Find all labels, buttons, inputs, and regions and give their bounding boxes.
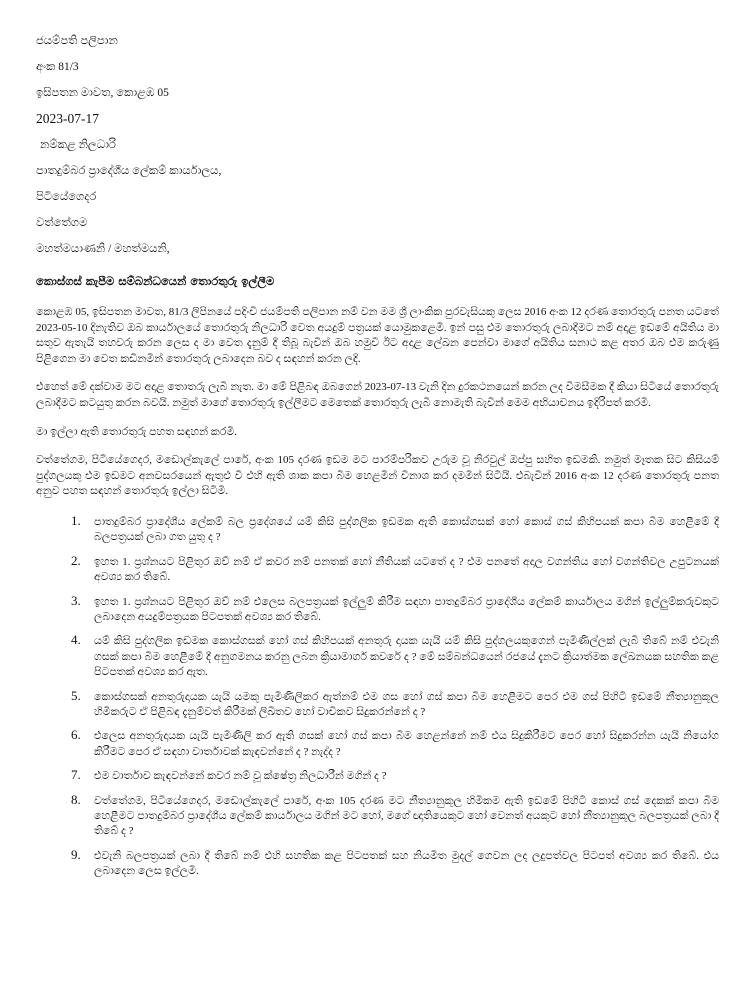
recipient-town: පිටියේගෙදර bbox=[36, 191, 97, 203]
question-item: 3. ඉහත 1. ප්‍රශ්නයට පිළිතුර ඔව් නම් එලෙස බලපත්‍රයක් ඉල්ලුම් කිරීම සඳහා පාතදුම්බර ප්‍රාදේශීය ලේකම් කාර්යාලය මගින් ඉල්ලුම්කරුවකුට ලබාදෙන අයදුම්පත්‍රයක පිටපතක් අවශ්‍ය කර තිබේ. bbox=[84, 593, 719, 626]
sender-address-number: අංක 81/3 bbox=[36, 61, 79, 73]
body-paragraph: වත්තේගම, පිටියේගෙදර, මඩොල්කැලේ පාරේ, අංක 105 දරණ ඉඩම මට පාරම්පරිකව උරුම වූ නිරවුල් ඔප්පු සහිත ඉඩමකි. නමුත් මෑතක සිට කිසියම් පුද්ගලයකු එම ඉඩමට අනවසරයෙන් ඇතුළු වී එහි ඇති ශාක කපා බිම හෙළමින් විනාශ කර දමමින් සිටියි. එබැවින් 2016 අංක 12 දරණ තොරතුරු පනත අනුව පහත සඳහන් තොරතුරු ඉල්ලා සිටිමි. bbox=[36, 454, 719, 498]
letter-subject: කොස්ගස් කැපීම සම්බන්ධයෙන් තොරතුරු ඉල්ලීම bbox=[36, 274, 275, 288]
recipient-title: නම්කළ නිලධාරි bbox=[40, 139, 116, 151]
question-item: 1. පාතදුම්බර ප්‍රාදේශීය ලේකම් බල ප්‍රදේශයේ යම් කිසි පුද්ගලික ඉඩමක ඇති කොස්ගසක් හෝ කොස් ගස් කිහිපයක් කපා බිම හෙළීමේ දී බලපත්‍රයක් ලබා ගත යුතු ද ? bbox=[84, 513, 719, 546]
body-paragraph: එහෙත් මේ දක්වාම මට අදාළ තොතරු ලැබී නැත. මා මේ පිළිබඳ ඔබගෙන් 2023-07-13 වැනි දින දුරකථනයෙන් කරන ලද විමසීමක දී කියා සිටියේ තොරතුරු ලබාදීමට කටයුතු කරන බවයි. නමුත් මාගේ තොරතුරු ඉල්ලීමට මෙතෙක් තොරතුරු ලැබී නොමැති බැවින් මෙම අභියාචනය ඉදිරිපත් කරමි. bbox=[36, 381, 719, 409]
question-item: 2. ඉහත 1. ප්‍රශ්නයට පිළිතුර ඔව් නම් ඒ කවර නම් පනතක් හෝ නීතියක් යටතේ ද ? එම පනතේ අදාල වගන්තිය හෝ වගන්තිවල උපුටනයක් අවශ්‍ය කර තිබේ. bbox=[84, 553, 719, 586]
question-item: 4. යම් කිසි පුද්ගලික ඉඩමක කොස්ගසක් හෝ ගස් කිහිපයක් අනතුරු දායක යැයි යම් කිසි පුද්ගලයකුගෙන් පැමිණිල්ලක් ලැබී තිබේ නම් එවැනි ගසක් කපා බිම හෙළීමේ දී අනුගමනය කරනු ලබන ක්‍රියාමාර්ග කවරේ ද ? මේ සම්බන්ධයෙන් රජයේ දැනට ක්‍රියාත්මක ලේඛනයක සහතික කළ පිටපතක් අවශ්‍ය කර ඇත. bbox=[84, 632, 719, 680]
sender-street: ඉසිපතන මාවත, කොළඹ 05 bbox=[36, 87, 169, 99]
question-item: 5. කොස්ගසක් අනතුරුදායක යැයි යමකු පැමිණිලිකර ඇත්නම් එම ගස හෝ ගස් කපා බිම හෙළීමට පෙර එම ගස් පිහිටි ඉඩමේ නීත්‍යානුකූල හිමිකරුට ඒ පිළිබඳ දැනුම්වත් කිරීමක් ලිඛිතව හෝ වාචිකව සිදුකරන්නේ ද ? bbox=[84, 688, 719, 721]
recipient-office: පාතදුම්බර ප්‍රාදේශීය ලේකම් කාර්යාලය, bbox=[36, 165, 222, 177]
sender-name: ජයම්පති පලිපාන bbox=[36, 35, 118, 47]
salutation: මහත්මයාණනි / මහත්මයනි, bbox=[36, 243, 170, 255]
body-paragraph: කොළඹ 05, ඉසිපතන මාවත, 81/3 ලිපිනයේ පදිංචි ජයම්පති පලිපාන නම් වන මම ශ්‍රී ලාංකික පුරවැසියකු ලෙස 2016 අංක 12 දරණ තොරතුරු පනත යටතේ 2023-05-10 දිනැතිව ඔබ කාර්යාලයේ තොරතුරු නිලධාරි වෙත අයදුම් පත්‍රයක් යොමුකළෙමි. ඉන් පසු එම තොරතුරු ලබාදීමට නම් අදාළ ඉඩමේ අයිතිය මා සතුව ඇතැයි තහවරු කරන ලෙස ද මා වෙත දැනුම් දී තිබූ බැවින් ඔබ හමුවී ඊට අදාළ ලේඛන පෙන්වා මාගේ අයිතිය සනාථ කළ අතර ඔබ එම කරුණු පිළිගෙන මා වෙත කඩිනමින් තොරතුරු ලබාදෙන බව ද සඳහන් කරන ලදි. bbox=[36, 306, 719, 365]
letter-date: 2023-07-17 bbox=[36, 111, 99, 126]
question-item: 6. එලෙස අනතුරුදායක යැයි පැමිණිලි කර ඇති ගසක් හෝ ගස් කපා බිම හෙළන්නේ නම් එය සිදුකිරීමට පෙර හෝ සිදුකරන්න යැයි නියෝග කිරීමට පෙර ඒ සඳහා වාර්තාවක් කැඳවන්නේ ද ? නැද්ද ? bbox=[84, 727, 719, 760]
body-paragraph: මා ඉල්ලා ඇති තොරතුරු පහත සඳහන් කරමි. bbox=[36, 425, 237, 438]
question-item: 9. එවැනි බලපත්‍රයක් ලබා දී තිබේ නම් එහි සහතික කළ පිටපතක් සහ නියමිත මුදල් ගෙවන ලද ලදුපත්වල පිටපත් අවශ්‍ය කර තිබේ. එය ලබාදෙන ලෙස ඉල්ලමි. bbox=[84, 847, 719, 880]
question-list bbox=[36, 513, 719, 880]
recipient-village: වත්තේගම bbox=[36, 217, 88, 229]
question-item: 7. එම වාර්තාව කැඳවන්නේ කවර නම් වූ ක්ෂේත්‍ර නිලධාරීන් මගින් ද ? bbox=[84, 767, 719, 784]
question-item: 8. වත්තේගම, පිටියේගෙදර, මඩොල්කැලේ පාරේ, අංක 105 දරණ මට නීත්‍යානුකූල හිමිකම ඇති ඉඩමේ පිහිටි කොස් ගස් දෙකක් කපා බිම හෙළීමට පාතදුම්බර ප්‍රාදේශීය ලේකම් කාර්යාලය මගින් මට හෝ, මගේ ඥාතියෙකුට හෝ වෙනත් අයකුට හෝ නීත්‍යානුකූල බලපත්‍රයක් ලබා දී තිබේ ද ? bbox=[84, 792, 719, 840]
